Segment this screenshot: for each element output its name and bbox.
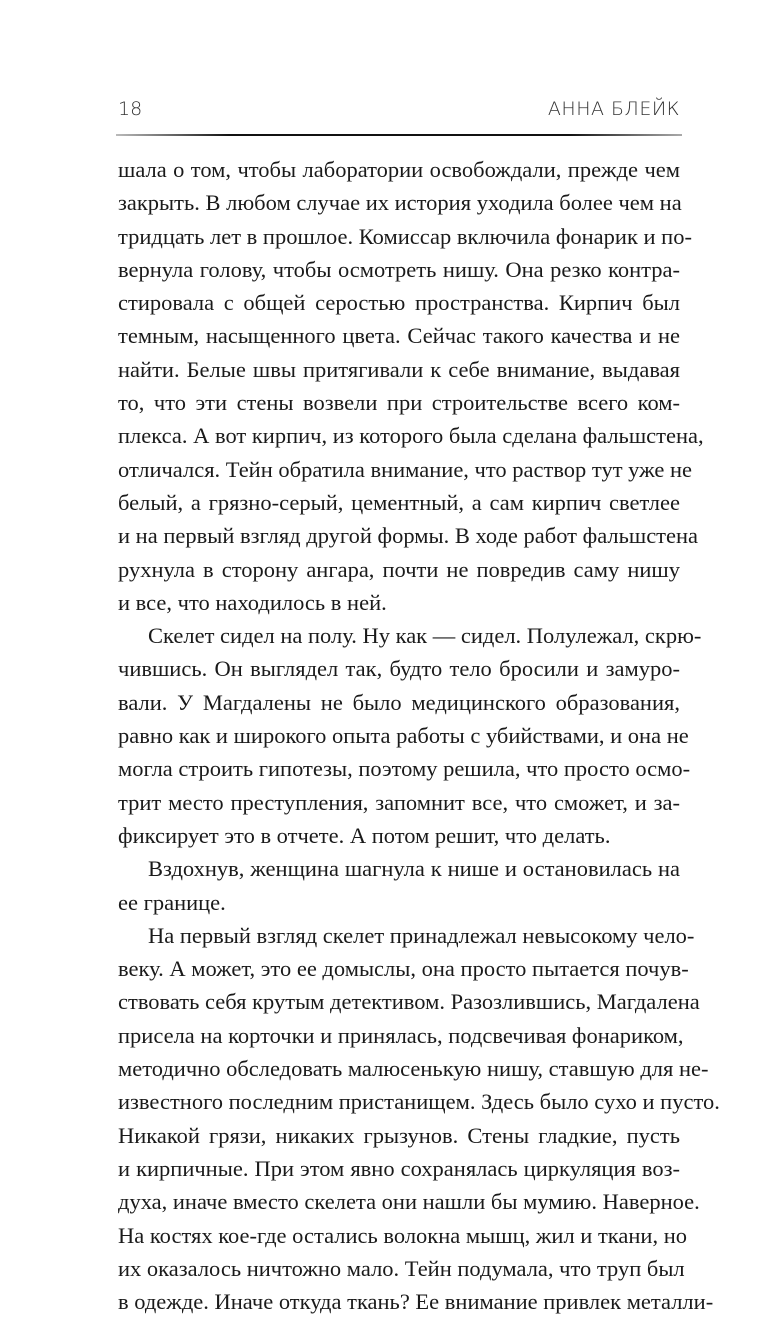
text-line: шала о том, чтобы лаборатории освобождали, прежде чем <box>118 157 680 182</box>
text-line: присела на корточки и принялась, подсвечивая фонариком, <box>118 1022 684 1048</box>
paragraph <box>118 153 704 619</box>
text-line: вали. У Магдалены не было медицинского образования, <box>118 689 680 715</box>
text-line: На первый взгляд скелет принадлежал невысокому чело- <box>148 922 695 948</box>
text-line: веку. А может, это ее домыслы, она просто пытается почув- <box>118 956 689 982</box>
text-line: тридцать лет в прошлое. Комиссар включила фонарик и по- <box>118 223 692 249</box>
text-line: найти. Белые швы притягивали к себе внимание, выдавая <box>118 356 680 382</box>
text-line: духа, иначе вместо скелета они нашли бы мумию. Наверное. <box>118 1189 700 1215</box>
text-line: и на первый взгляд другой формы. В ходе работ фальшстена <box>118 523 699 549</box>
text-line: методично обследовать малюсенькую нишу, ставшую для не- <box>118 1056 709 1082</box>
text-line: и все, что находилось в ней. <box>118 589 387 615</box>
body-text <box>118 153 720 1318</box>
text-line: в одежде. Иначе откуда ткань? Ее внимание привлек металли- <box>118 1289 714 1315</box>
text-line: вернула голову, чтобы осмотреть нишу. Она резко контра- <box>118 256 680 282</box>
header-rule <box>116 134 682 136</box>
text-line: темным, насыщенного цвета. Сейчас такого качества и не <box>118 323 680 349</box>
text-line: трит место преступления, запомнит все, что сможет, и за- <box>118 789 680 815</box>
text-line: белый, а грязно-серый, цементный, а сам кирпич светлее <box>118 489 680 515</box>
text-line: отличался. Тейн обратила внимание, что раствор тут уже не <box>118 456 693 482</box>
paragraph <box>118 852 680 919</box>
text-line: ее границе. <box>118 889 226 915</box>
text-line: рухнула в сторону ангара, почти не повредив саму нишу <box>118 556 680 582</box>
text-line: На костях кое-где остались волокна мышц, жил и ткани, но <box>118 1222 687 1248</box>
text-line: закрыть. В любом случае их история уходила более чем на <box>118 190 682 216</box>
text-line: известного последним пристанищем. Здесь было сухо и пусто. <box>118 1089 720 1115</box>
paragraph <box>118 619 702 852</box>
running-header <box>118 98 680 128</box>
text-line: Скелет сидел на полу. Ну как — сидел. Полулежал, скрю- <box>148 623 702 649</box>
paragraph <box>118 919 720 1318</box>
text-line: то, что эти стены возвели при строительстве всего ком- <box>118 390 680 416</box>
text-line: равно как и широкого опыта работы с убийствами, и она не <box>118 723 689 749</box>
text-line: Вздохнув, женщина шагнула к нише и остановилась на <box>148 856 680 882</box>
text-line: и кирпичные. При этом явно сохранялась циркуляция воз- <box>118 1155 680 1181</box>
text-line: фиксирует это в отчете. А потом решит, что делать. <box>118 822 611 848</box>
text-line: ствовать себя крутым детективом. Разозлившись, Магдалена <box>118 989 700 1015</box>
text-line: стировала с общей серостью пространства. Кирпич был <box>118 290 680 316</box>
page-number: 18 <box>118 98 143 120</box>
text-line: чившись. Он выглядел так, будто тело бросили и замуро- <box>118 656 680 682</box>
text-line: могла строить гипотезы, поэтому решила, что просто осмо- <box>118 756 691 782</box>
running-head-author: АННА БЛЕЙК <box>547 98 680 120</box>
text-line: плекса. А вот кирпич, из которого была сделана фальшстена, <box>118 423 704 449</box>
text-line: Никакой грязи, никаких грызунов. Стены гладкие, пусть <box>118 1122 680 1148</box>
text-line: их оказалось ничтожно мало. Тейн подумала, что труп был <box>118 1255 685 1281</box>
